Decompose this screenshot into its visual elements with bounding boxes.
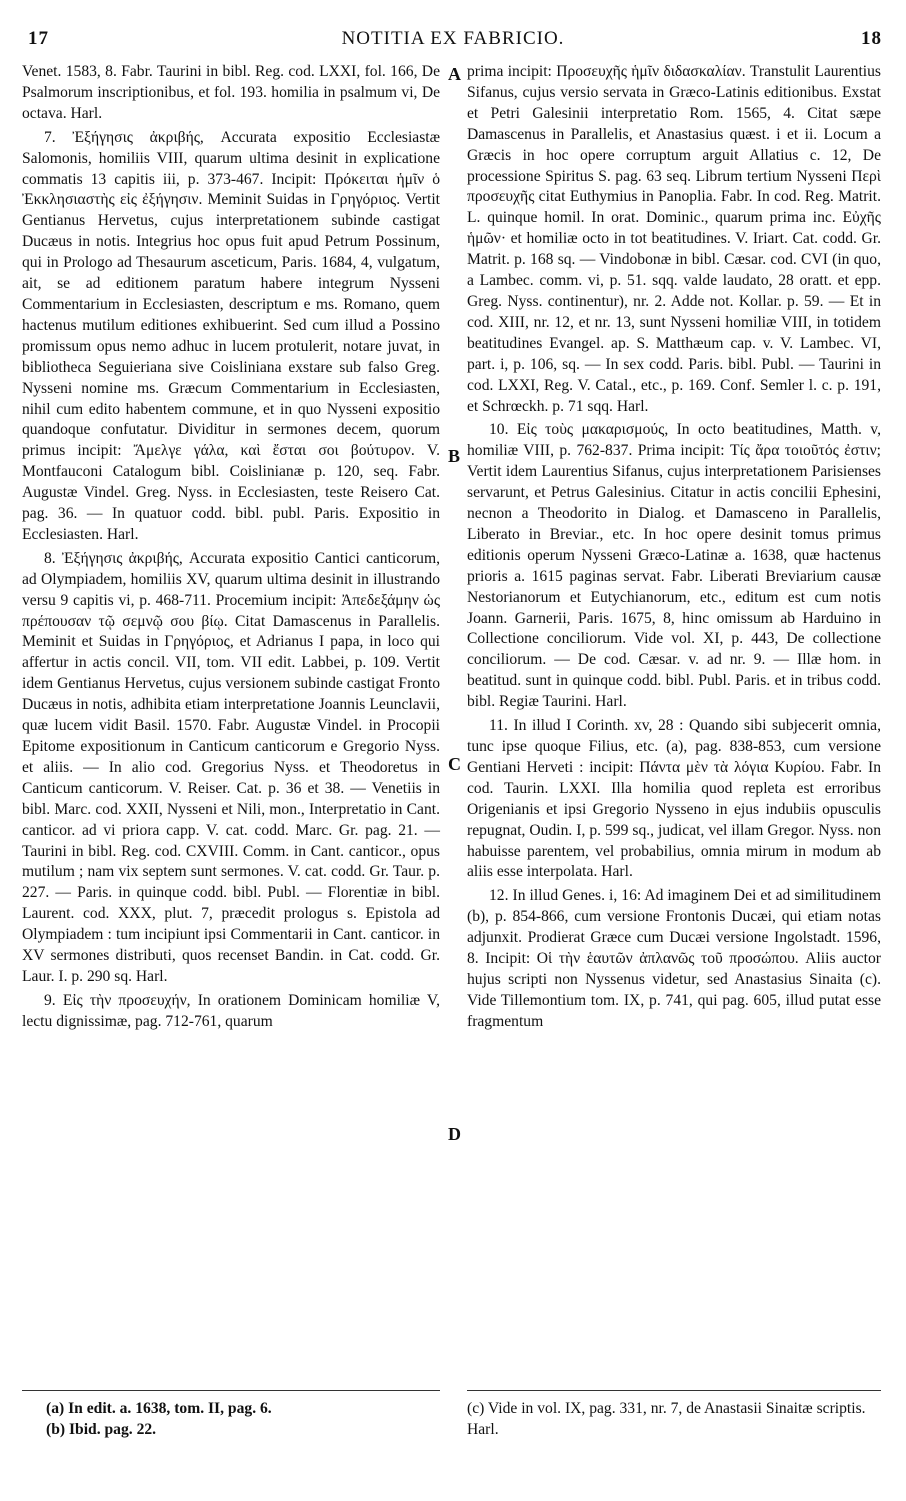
footnote: (a) In edit. a. 1638, tom. II, pag. 6. (46, 1400, 272, 1417)
footnote-rule-right (467, 1390, 881, 1391)
footnote: (c) Vide in vol. IX, pag. 331, nr. 7, de Anastasii Sinaitæ scriptis. Harl. (467, 1400, 866, 1438)
paragraph: 12. In illud Genes. i, 16: Ad imaginem Dei et ad similitudinem (b), p. 854-866, cum versione Frontonis Ducæi, qui etiam notas adjunxit. Prodierat Græce cum Ducæi versione Ingolstadt. 1596, 8. Incipit: Οἱ τὴν ἑαυτῶν ἀπλανῶς τοῦ προσώπου. Aliis auctor hujus scripti non Nyssenus videtur, sed Anastasius Sinaita (c). Vide Tillemontium tom. IX, p. 741, qui pag. 605, illud putat esse fragmentum (467, 887, 881, 1030)
page-number-right: 18 (861, 28, 882, 49)
footnote: (b) Ibid. pag. 22. (46, 1421, 157, 1438)
paragraph: 9. Εἰς τὴν προσευχήν, In orationem Dominicam homiliæ V, lectu dignissimæ, pag. 712-761, quarum (22, 991, 440, 1030)
margin-marker-a: A (448, 64, 461, 84)
footnotes-left (46, 1398, 436, 1440)
paragraph: 10. Εἰς τοὺς μακαρισμούς, In octo beatitudines, Matth. v, homiliæ VIII, p. 762-837. Prima incipit: Τίς ἄρα τοιοῦτός ἐστιν; Vertit idem Laurentius Sifanus, cujus interpretationem Parisienses servarunt, et Petrus Galesinius. Citatur in actis concilii Ephesini, necnon a Theodorito in Dialog. et Damasceno in Parallelis, Liberato in Breviar., etc. In hoc opere desinit tomus primus editionis operum Nysseni Græco-Latinæ a. 1638, quæ hactenus prioris a. 1615 paginas servat. Fabr. Liberati Breviarium causæ Nestorianorum et Eutychianorum, etc., editum est cum notis Joann. Garnerii, Paris. 1675, 8, hinc omissum ab Harduino in Collectione conciliorum. Vide vol. XI, p. 443, De collectione conciliorum. — De cod. Cæsar. v. ad nr. 9. — Illæ hom. in beatitud. sunt in quinque codd. bibl. Publ. Paris. et in tribus codd. bibl. Regiæ Taurini. Harl. (467, 421, 881, 711)
running-header (20, 28, 886, 58)
left-column (22, 62, 440, 1036)
footnote-rule-left (22, 1390, 440, 1391)
paragraph: 7. Ἐξήγησις ἀκριβής, Accurata expositio Ecclesiastæ Salomonis, homiliis VIII, quarum ultima desinit in explicatione commatis 13 capitis iii, p. 373-467. Incipit: Πρόκειται ἡμῖν ὁ Ἐκκλησιαστὴς εἰς ἐξήγησιν. Meminit Suidas in Γρηγόριος. Vertit Gentianus Hervetus, cujus interpretationem subinde castigat Ducæus in notis. Integrius hoc opus fuit apud Petrum Possinum, qui in Prologo ad Thesaurum asceticum, Paris. 1684, 4, vulgatum, ait, se ad editionem paratum habere integrum Nysseni Commentarium in Ecclesiasten, descriptum e ms. Romano, quem hactenus mutilum editiones exhibuerint. Sed cum illud a Possino promissum opus nemo adhuc in lucem protulerit, notare juvat, in bibliotheca Seguieriana sive Coisliniana exstare sub falso Greg. Nysseni nomine ms. Græcum Commentarium in Ecclesiasten, nihil cum edito habentem commune, et in quo Nysseni expositio quandoque confutatur. Dividitur in sermones decem, quorum primus incipit: Ἄμελγε γάλα, καὶ ἔσται σοι βούτυρον. V. Montfauconi Catalogum bibl. Coislinianæ p. 120, seq. Fabr. Augustæ Vindel. Greg. Nyss. in Ecclesiasten, teste Reisero Cat. pag. 36. — In quatuor codd. bibl. publ. Paris. Expositio in Ecclesiasten. Harl. (22, 128, 440, 543)
margin-marker-b: B (448, 446, 461, 466)
margin-marker-c: C (448, 754, 461, 774)
paragraph: Venet. 1583, 8. Fabr. Taurini in bibl. Reg. cod. LXXI, fol. 166, De Psalmorum inscriptionibus, et fol. 193. homilia in psalmum vi, De octava. Harl. (22, 63, 440, 122)
paragraph: 8. Ἐξήγησις ἀκριβής, Accurata expositio Cantici canticorum, ad Olympiadem, homiliis XV, quarum ultima desinit in illustrando versu 9 capitis vi, p. 468-711. Procemium incipit: Ἀπεδεξάμην ὡς πρέπουσαν τῷ σεμνῷ σου βίῳ. Citat Damascenus in Parallelis. Meminit et Suidas in Γρηγόριος, et Adrianus I papa, in loco qui affertur in actis concil. VII, tom. VII edit. Labbei, p. 109. Vertit idem Gentianus Hervetus, cujus versionem subinde castigat Fronto Ducæus in notis, adhibita etiam interpretatione Joannis Leunclavii, quæ lucem vidit Basil. 1570. Fabr. Augustæ Vindel. in Procopii Epitome expositionum in Canticum canticorum e Gregorio Nyss. et aliis. — In alio cod. Gregorius Nyss. et Theodoretus in Canticum canticorum. V. Reiser. Cat. p. 36 et 38. — Venetiis in bibl. Marc. cod. XXII, Nysseni et Nili, mon., Interpretatio in Cant. canticor. ad vi priora capp. V. cat. codd. Marc. Gr. pag. 21. — Taurini in bibl. Reg. cod. CXVIII. Comm. in Cant. canticor., opus mutilum ; nam vix septem sunt sermones. V. cat. codd. Gr. Taur. p. 227. — Paris. in quinque codd. bibl. Publ. — Florentiæ in bibl. Laurent. cod. XXX, plut. 7, præcedit prologus s. Epistola ad Olympiadem : tum incipiunt ipsi Commentarii in Cant. canticor. in XV sermones distributi, quos recenset Bandin. in Cat. codd. Gr. Laur. I. p. 290 sq. Harl. (22, 549, 440, 985)
paragraph: 11. In illud I Corinth. xv, 28 : Quando sibi subjecerit omnia, tunc ipse quoque Filius, etc. (a), pag. 838-853, cum versione Gentiani Herveti : incipit: Πάντα μὲν τὰ λόγια Κυρίου. Fabr. In cod. Taurin. LXXI. Illa homilia quod repleta est erroribus Origenianis et ipsi Gregorio Nysseno in ejus indubiis opusculis repugnat, Oudin. I, p. 599 sq., judicat, vel illam Gregor. Nyss. non habuisse parentem, vel probabilius, omnia mirum in modum ab aliis esse interpolata. Harl. (467, 717, 881, 881)
page-number-left: 17 (28, 28, 49, 49)
running-title: NOTITIA EX FABRICIO. (341, 28, 565, 49)
footnotes-right (467, 1398, 881, 1440)
paragraph: prima incipit: Προσευχῆς ἡμῖν διδασκαλίαν. Transtulit Laurentius Sifanus, cujus versio servata in Græco-Latinis editionibus. Exstat et Petri Galesinii interpretatio Rom. 1565, 4. Citat sæpe Damascenus in Parallelis, et Anastasius quæst. i et ii. Locum a Græcis in hoc opere corruptum arguit Allatius c. 12, De processione Spiritus S. pag. 63 seq. Librum tertium Nysseni Περὶ προσευχῆς citat Euthymius in Panoplia. Fabr. In cod. Reg. Matrit. L. quinque homil. In orat. Dominic., quarum prima inc. Εὐχῆς ἡμῶν· et homiliæ octo in tot beatitudines. V. Iriart. Cat. codd. Gr. Matrit. p. 168 sq. — Vindobonæ in bibl. Cæsar. cod. CVI (in quo, a Lambec. comm. vi, p. 51. sqq. valde laudato, 28 oratt. et epp. Greg. Nyss. continentur), nr. 2. Adde not. Kollar. p. 59. — Et in cod. XIII, nr. 12, et nr. 13, sunt Nysseni homiliæ VIII, in totidem beatitudines Evangel. ap. S. Matthæum cap. v. V. Lambec. VI, part. i, p. 106, sq. — In sex codd. Paris. bibl. Publ. — Taurini in cod. LXXI, Reg. V. Catal., etc., p. 169. Conf. Semler l. c. p. 191, et Schrœckh. p. 71 sqq. Harl. (467, 63, 881, 415)
margin-marker-d: D (448, 1124, 461, 1144)
right-column (467, 62, 881, 1036)
